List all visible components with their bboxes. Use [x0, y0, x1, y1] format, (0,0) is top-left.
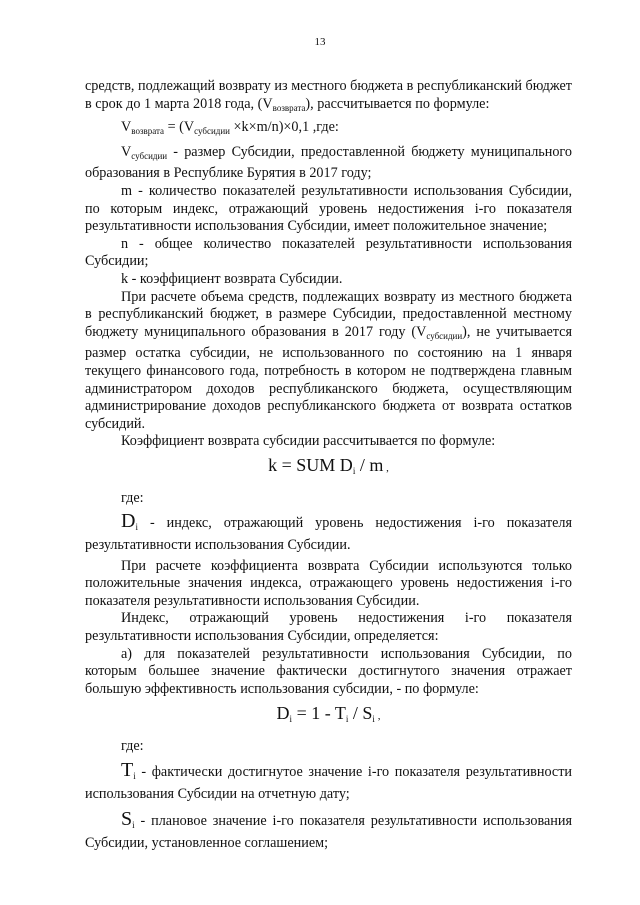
paragraph-index-definition: Индекс, отражающий уровень недостижения i-го показателя результативности использования Субсидии, определяется:: [85, 610, 572, 645]
definition-subscript: i: [133, 771, 136, 781]
definition-text: - плановое значение i-го показателя результативности использования Субсидии, установленное соглашением;: [85, 813, 572, 851]
where-label-1: где:: [121, 489, 144, 506]
subscript: субсидии: [426, 330, 463, 341]
paragraph-item-a: а) для показателей результативности использования Субсидии, по которым большее значение фактически достигнутого значения отражает большую эффективность использования субсидии, - по формуле:: [85, 645, 572, 697]
formula-coefficient: [85, 454, 572, 482]
definition-d: [85, 510, 572, 554]
paragraph-text-tail: ), рассчитывается по формуле:: [305, 95, 490, 112]
definition-k: k - коэффициент возврата Субсидии.: [121, 270, 343, 287]
formula-comma: ,: [374, 710, 381, 723]
paragraph-coefficient-intro: Коэффициент возврата субсидии рассчитывается по формуле:: [121, 433, 496, 450]
definition-v-subsidy: [85, 144, 572, 183]
definition-subscript: i: [135, 522, 138, 533]
definition-text: - размер Субсидии, предоставленной бюджету муниципального образования в Республике Бурятия в 2017 году;: [85, 143, 572, 182]
paragraph-return-amount: [85, 78, 572, 117]
definition-s: [85, 808, 572, 852]
page-number: 13: [314, 36, 326, 48]
definition-t: [85, 759, 572, 803]
definition-n: n - общее количество показателей результативности использования Субсидии;: [85, 235, 572, 270]
formula-part: ×k×m/n)×0,1: [229, 119, 310, 136]
formula-comma: ,: [383, 461, 389, 474]
paragraph-positive-values: При расчете коэффициента возврата Субсидии используются только положительные значения индекса, отражающего уровень недостижения i-го показателя результативности использования Субсидии.: [85, 557, 572, 609]
paragraph-calculation-note: [85, 289, 572, 434]
formula-symbol: V: [121, 119, 132, 136]
subscript: возврата: [272, 102, 306, 113]
definition-symbol: V: [121, 143, 132, 160]
formula-index: [85, 702, 572, 730]
formula-part: / m: [355, 454, 384, 475]
where-label-2: где:: [121, 738, 144, 755]
formula-subscript: i: [289, 714, 293, 725]
formula-part: D: [276, 703, 290, 724]
definition-symbol: T: [121, 759, 134, 781]
formula-tail: ,где:: [309, 119, 339, 136]
document-body: [85, 78, 572, 852]
definition-symbol: D: [121, 510, 136, 533]
formula-part: / S: [348, 703, 373, 724]
definition-text: - индекс, отражающий уровень недостижения i-го показателя результативности использования Субсидии.: [85, 515, 572, 554]
definition-symbol: S: [121, 808, 133, 831]
definition-subscript: i: [132, 820, 135, 831]
formula-part: k = SUM D: [268, 454, 353, 475]
formula-return: [121, 119, 572, 141]
definition-m: m - количество показателей результативности использования Субсидии, по которым индекс, отражающий уровень недостижения i-го показателя результативности использования Субсидии, имеет положительное значение;: [85, 182, 572, 235]
definition-text: - фактически достигнутое значение i-го показателя результативности использования Субсидии на отчетную дату;: [85, 764, 572, 802]
formula-subscript: субсидии: [194, 126, 230, 137]
formula-part: = 1 - T: [292, 703, 346, 724]
formula-subscript: i: [345, 714, 349, 725]
formula-subscript: возврата: [131, 126, 165, 137]
paragraph-text: средств, подлежащий возврату из местного бюджета в республиканский бюджет в срок до 1 марта 2018 года, (V: [85, 78, 572, 112]
paragraph-text-tail: ), не учитывается размер остатка субсидии, не использованного по состоянию на 1 января текущего финансового года, потребность в котором не подтверждена главным администратором доходов республиканского бюджета, осуществляющим администрирование доходов республиканского бюджета от возврата остатков субсидий.: [85, 323, 572, 432]
definition-subscript: субсидии: [131, 150, 168, 161]
formula-subscript: i: [352, 465, 356, 476]
formula-subscript: i: [372, 714, 375, 725]
formula-part: = (V: [164, 119, 195, 136]
paragraph-text: При расчете объема средств, подлежащих возврату из местного бюджета в республиканский бюджет, в размере Субсидии, предоставленной местному бюджету муниципального образования в 2017 году (V: [85, 288, 572, 340]
